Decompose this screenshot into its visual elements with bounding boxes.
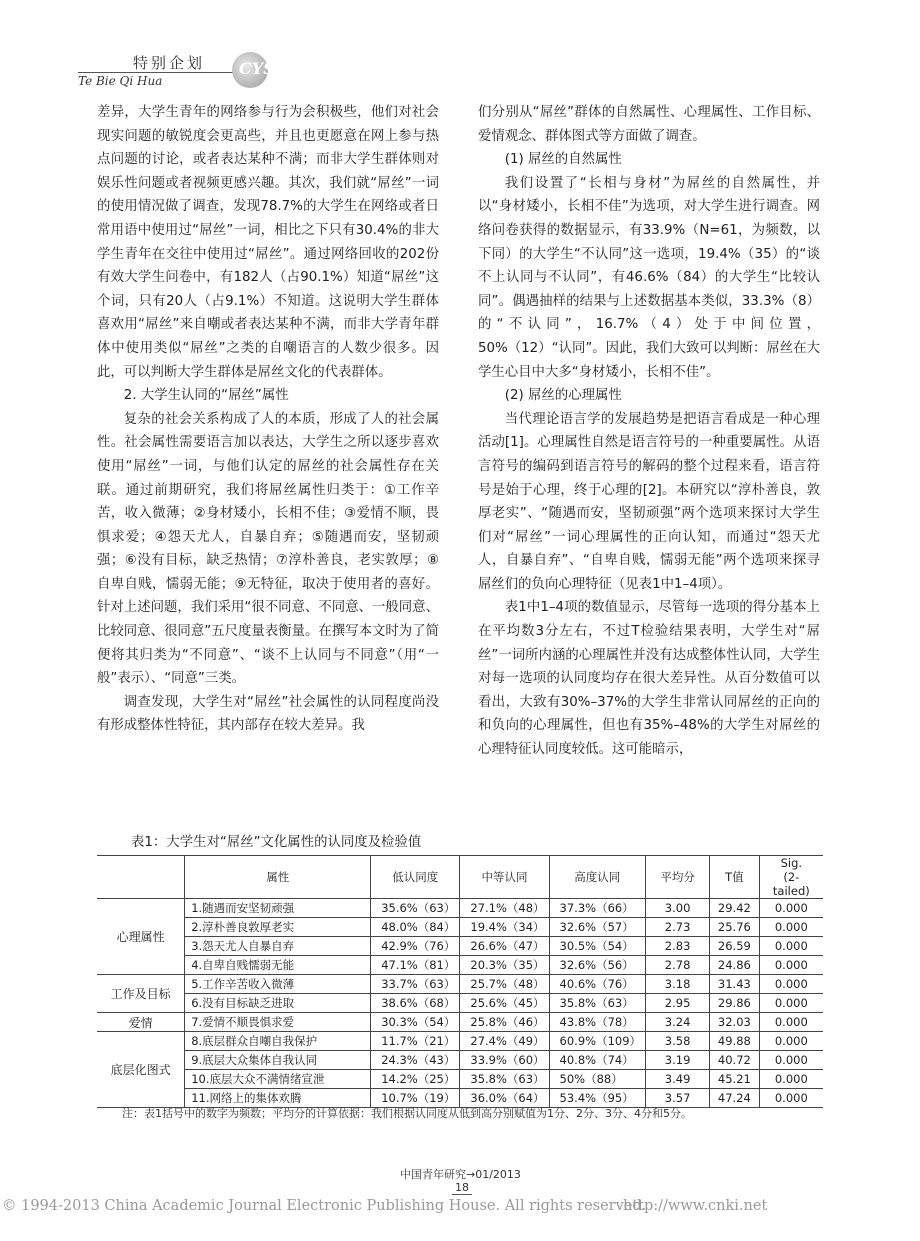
table-row [97,1032,823,1051]
table-cell: 0.000 [759,1051,823,1070]
table-cell: 0.000 [759,994,823,1013]
table-cell: 0.000 [759,1013,823,1032]
table-cell: 42.9%（76） [371,937,460,956]
table-cell: 26.6%（47） [460,937,549,956]
table-cell: 35.8%（63） [549,994,645,1013]
paragraph: 复杂的社会关系构成了人的本质，形成了人的社会属性。社会属性需要语言加以表达，大学生之所以逐步喜欢使用“屌丝”一词，与他们认定的屌丝的社会属性存在关联。通过前期研究，我们将屌丝属性归类于：①工作辛苦，收入微薄；②身材矮小，长相不佳；③爱情不顺，畏惧求爱；④怨天尤人，自暴自弃；⑤随遇而安，坚韧顽强；⑥没有目标，缺乏热情；⑦淳朴善良，老实敦厚；⑧自卑自贱，懦弱无能；⑨无特征，取决于使用者的喜好。针对上述问题，我们采用“很不同意、不同意、一般同意、比较同意、很同意”五尺度量表衡量。在撰写本文时为了简便将其归类为“不同意”、“谈不上认同与不同意”（用“一般”表示）、“同意”三类。 [97,411,439,687]
table-header-attr: 属性 [185,856,371,899]
table-group-label: 爱情 [97,1013,185,1032]
paragraph: 差异，大学生青年的网络参与行为会积极些，他们对社会现实问题的敏锐度会更高些，并且也更愿意在网上参与热点问题的讨论，或者表达某种不满；而非大学生群体则对娱乐性问题或者视频更感兴趣。其次，我们就“屌丝”一词的使用情况做了调查，发现78.7%的大学生在网络或者日常用语中使用过“屌丝”一词，相比之下只有30.4%的非大学生青年在交往中使用过“屌丝”。通过网络回收的202份有效大学生问卷中，有182人（占90.1%）知道“屌丝”这个词，只有20人（占9.1%）不知道。这说明大学生群体喜欢用“屌丝”来自嘲或者表达某种不满，而非大学青年群体中使用类似“屌丝”之类的自嘲语言的人数少很多。因此，可以判断大学生群体是屌丝文化的代表群体。 [97,105,439,380]
table-cell-attribute: 5.工作辛苦收入微薄 [185,975,371,994]
paragraph: 调查发现，大学生对“屌丝”社会属性的认同程度尚没有形成整体性特征，其内部存在较大差异。我 [97,694,439,734]
table-cell-attribute: 2.淳朴善良敦厚老实 [185,918,371,937]
footer-journal: 中国青年研究→01/2013 [400,1168,521,1181]
paragraph: 们分别从“屌丝”群体的自然属性、心理属性、工作目标、爱情观念、群体图式等方面做了调查。 [478,105,820,144]
table-cell: 49.88 [710,1032,760,1051]
table-cell: 47.1%（81） [371,956,460,975]
table-cell-attribute: 7.爱情不顺畏惧求爱 [185,1013,371,1032]
table-cell: 31.43 [710,975,760,994]
page-number: 18 [452,1181,472,1195]
table-row [97,994,823,1013]
table-cell: 0.000 [759,899,823,918]
data-table [97,855,823,1108]
table-cell: 32.6%（57） [549,918,645,937]
table-cell: 3.19 [646,1051,710,1070]
table-cell: 14.2%（25） [371,1070,460,1089]
table-cell: 3.57 [646,1089,710,1108]
table-header-high: 高度认同 [549,856,645,899]
table-cell: 29.42 [710,899,760,918]
table-cell: 3.24 [646,1013,710,1032]
footer-url[interactable]: http://www.cnki.net [623,1198,768,1214]
table-cell: 36.0%（64） [460,1089,549,1108]
table-group-label: 底层化图式 [97,1032,185,1108]
table-cell-attribute: 8.底层群众自嘲自我保护 [185,1032,371,1051]
table-cell-attribute: 4.自卑自贱懦弱无能 [185,956,371,975]
table-header-mean: 平均分 [646,856,710,899]
table-cell: 48.0%（84） [371,918,460,937]
table-header-group [97,856,185,899]
table-cell: 35.8%（63） [460,1070,549,1089]
section-pinyin: Te Bie Qi Hua [78,74,163,88]
table-cell: 3.58 [646,1032,710,1051]
table-cell: 47.24 [710,1089,760,1108]
paragraph: (1) 屌丝的自然属性 [504,152,622,168]
table-row [97,975,823,994]
table-cell-attribute: 1.随遇而安坚韧顽强 [185,899,371,918]
table-cell: 20.3%（35） [460,956,549,975]
table-cell: 40.8%（74） [549,1051,645,1070]
table-row [97,918,823,937]
table-cell: 24.3%（43） [371,1051,460,1070]
table-cell: 3.00 [646,899,710,918]
table-cell: 2.78 [646,956,710,975]
table-cell: 2.95 [646,994,710,1013]
table-cell: 25.6%（45） [460,994,549,1013]
table-row [97,1070,823,1089]
table-cell: 0.000 [759,1089,823,1108]
table-cell: 24.86 [710,956,760,975]
table-cell: 26.59 [710,937,760,956]
paragraph: 我们设置了“长相与身材”为屌丝的自然属性，并以“身材矮小，长相不佳”为选项，对大学生进行调查。网络问卷获得的数据显示，有33.9%（N=61，为频数，以下同）的大学生“不认同”这一选项，19.4%（35）的“谈不上认同与不认同”，有46.6%（84）的大学生“比较认同”。偶遇抽样的结果与上述数据基本类似，33.3%（8）的“不认同”，16.7%（4）处于中间位置，50%（12）“认同”。因此，我们大致可以判断：屌丝在大学生心目中大多“身材矮小，长相不佳”。 [478,175,820,380]
table-row [97,1051,823,1070]
table-cell: 40.6%（76） [549,975,645,994]
table-cell: 40.72 [710,1051,760,1070]
table-caption: 表1：大学生对“屌丝”文化属性的认同度及检验值 [131,835,422,850]
table-note: 注：表1括号中的数字为频数；平均分的计算依据：我们根据认同度从低到高分别赋值为1分、2分、3分、4分和5分。 [122,1107,692,1120]
table-cell: 43.8%（78） [549,1013,645,1032]
header-divider [78,72,233,73]
table-cell: 60.9%（109） [549,1032,645,1051]
table-cell: 25.8%（46） [460,1013,549,1032]
table-cell: 0.000 [759,918,823,937]
table-cell: 0.000 [759,975,823,994]
table-header-t: T值 [710,856,760,899]
journal-logo [232,52,275,88]
section-title: 特别企划 [133,54,206,72]
copyright-notice: © 1994-2013 China Academic Journal Electronic Publishing House. All rights reserved. [2,1198,647,1214]
table-cell: 38.6%（68） [371,994,460,1013]
table-cell: 25.76 [710,918,760,937]
table-cell: 45.21 [710,1070,760,1089]
table-header-sig: Sig. (2- tailed) [759,856,823,899]
table-cell: 30.3%（54） [371,1013,460,1032]
left-column [97,101,439,738]
table-header-low: 低认同度 [371,856,460,899]
table-cell: 50%（88） [549,1070,645,1089]
right-column [478,101,820,762]
logo-text: CYS [239,59,275,78]
table-row [97,1013,823,1032]
table-group-label: 心理属性 [97,899,185,975]
table-cell-attribute: 10.底层大众不满情绪宣泄 [185,1070,371,1089]
table-cell: 53.4%（95） [549,1089,645,1108]
table-cell-attribute: 11.网络上的集体欢腾 [185,1089,371,1108]
table-row [97,956,823,975]
table-cell: 32.6%（56） [549,956,645,975]
table-cell-attribute: 6.没有目标缺乏进取 [185,994,371,1013]
table-cell: 0.000 [759,937,823,956]
table-row [97,937,823,956]
table-cell-attribute: 9.底层大众集体自我认同 [185,1051,371,1070]
table-cell-attribute: 3.怨天尤人自暴自弃 [185,937,371,956]
table-cell: 19.4%（34） [460,918,549,937]
paragraph: 表1中1–4项的数值显示，尽管每一选项的得分基本上在平均数3分左右，不过T检验结果表明，大学生对“屌丝”一词所内涵的心理属性并没有达成整体性认同，大学生对每一选项的认同度均存在很大差异性。从百分数值可以看出，大致有30%–37%的大学生非常认同屌丝的正向的和负向的心理属性，但也有35%–48%的大学生对屌丝的心理特征认同度较低。这可能暗示， [478,600,820,758]
table-row [97,899,823,918]
table-cell: 27.4%（49） [460,1032,549,1051]
table-cell: 37.3%（66） [549,899,645,918]
table-cell: 2.73 [646,918,710,937]
paragraph: (2) 屌丝的心理属性 [504,388,622,404]
table-cell: 25.7%（48） [460,975,549,994]
table-cell: 33.7%（63） [371,975,460,994]
table-cell: 35.6%（63） [371,899,460,918]
table-cell: 2.83 [646,937,710,956]
table-cell: 0.000 [759,1032,823,1051]
table-cell: 32.03 [710,1013,760,1032]
table-cell: 3.49 [646,1070,710,1089]
table-cell: 29.86 [710,994,760,1013]
table-group-label: 工作及目标 [97,975,185,1013]
table-cell: 30.5%（54） [549,937,645,956]
table-cell: 3.18 [646,975,710,994]
table-cell: 11.7%（21） [371,1032,460,1051]
table-header-mid: 中等认同 [460,856,549,899]
paragraph: 2. 大学生认同的“屌丝”属性 [123,388,289,404]
table-cell: 33.9%（60） [460,1051,549,1070]
table-cell: 10.7%（19） [371,1089,460,1108]
table-cell: 27.1%（48） [460,899,549,918]
table-cell: 0.000 [759,956,823,975]
table-cell: 0.000 [759,1070,823,1089]
table-header-row [97,856,823,899]
paragraph: 当代理论语言学的发展趋势是把语言看成是一种心理活动[1]。心理属性自然是语言符号的一种重要属性。从语言符号的编码到语言符号的解码的整个过程来看，语言符号是始于心理，终于心理的[2]。本研究以“淳朴善良，敦厚老实”、“随遇而安，坚韧顽强”两个选项来探讨大学生们对“屌丝”一词心理属性的正向认知，而通过“怨天尤人，自暴自弃”、“自卑自贱，懦弱无能”两个选项来探寻屌丝们的负向心理特征（见表1中1–4项）。 [478,411,820,592]
